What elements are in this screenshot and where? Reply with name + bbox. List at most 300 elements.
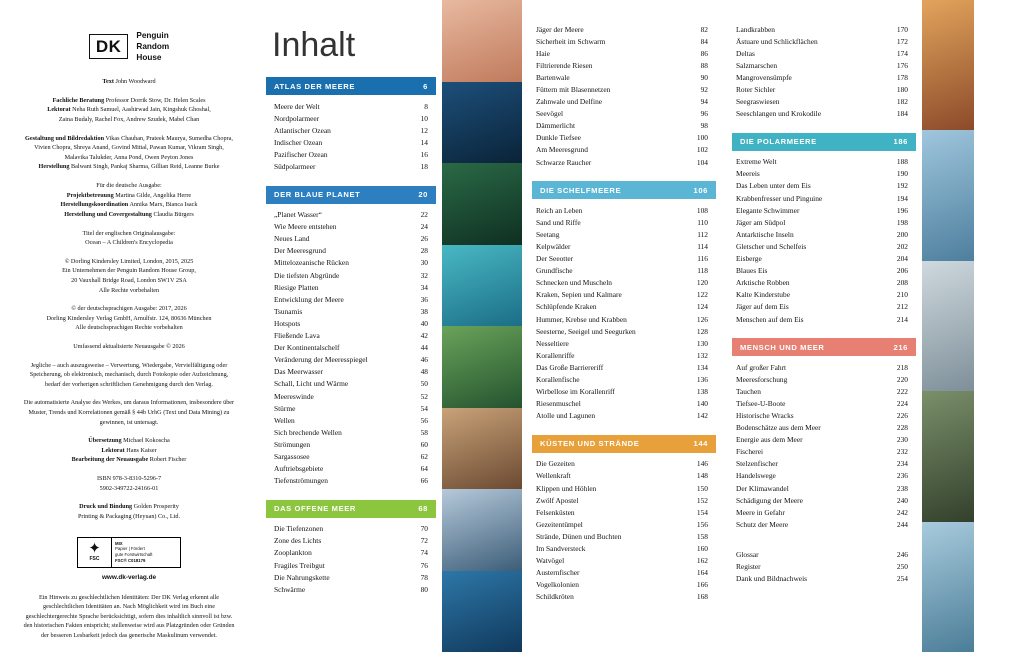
- toc-entry[interactable]: [728, 446, 916, 458]
- toc-entry[interactable]: [528, 482, 716, 494]
- toc-entry[interactable]: [728, 71, 916, 83]
- toc-entry-title: Hotspots: [274, 318, 301, 328]
- open-ocean-photo: [442, 571, 522, 652]
- toc-entry[interactable]: [266, 305, 436, 317]
- toc-entry-title: Fischerei: [736, 447, 764, 457]
- toc-entry[interactable]: [728, 59, 916, 71]
- toc-entry-title: Bodenschätze aus dem Meer: [736, 423, 821, 433]
- sunset-sea-photo: [922, 0, 974, 130]
- section-header-offene-meer[interactable]: [266, 500, 436, 518]
- toc-entry[interactable]: [728, 409, 916, 421]
- toc-entry[interactable]: [728, 518, 916, 530]
- dk-logo-mark: DK: [89, 34, 129, 59]
- toc-entry[interactable]: [728, 385, 916, 397]
- toc-entry-title: Stürme: [274, 403, 296, 413]
- toc-entry[interactable]: [528, 289, 716, 301]
- toc-entry[interactable]: [266, 366, 436, 378]
- toc-entry-title: Korallenfische: [536, 374, 580, 384]
- toc-entry[interactable]: [728, 23, 916, 35]
- toc-entry[interactable]: [266, 463, 436, 475]
- toc-entry[interactable]: [266, 583, 436, 595]
- toc-entry-title: Schildkröten: [536, 592, 574, 602]
- wind-turbine-photo: [922, 130, 974, 260]
- toc-entry-page: 230: [896, 435, 908, 445]
- toc-entry-title: Kelpwälder: [536, 241, 571, 251]
- section-page: 186: [893, 137, 908, 147]
- toc-entry-page: 198: [896, 217, 908, 227]
- toc-entry-page: 176: [896, 60, 908, 70]
- toc-entry[interactable]: [528, 204, 716, 216]
- toc-entry-page: 46: [420, 355, 428, 365]
- toc-entry-title: Riesenmuschel: [536, 399, 581, 409]
- toc-entry-title: Energie aus dem Meer: [736, 435, 803, 445]
- toc-entry[interactable]: [266, 402, 436, 414]
- toc-entry-page: 136: [696, 374, 708, 384]
- toc-entry-title: Dank und Bildnachweis: [736, 574, 808, 584]
- toc-entry-title: Mittelozeanische Rücken: [274, 258, 349, 268]
- seagrass-photo: [442, 326, 522, 408]
- toc-entry[interactable]: [528, 120, 716, 132]
- toc-entry-page: 58: [420, 427, 428, 437]
- toc-entry-page: 76: [420, 560, 428, 570]
- toc-entry-page: 182: [896, 97, 908, 107]
- toc-entry[interactable]: [728, 47, 916, 59]
- section-header-kuesten[interactable]: [532, 435, 716, 453]
- toc-entry-title: Ästuare und Schlickflächen: [736, 36, 818, 46]
- toc-entry[interactable]: [528, 470, 716, 482]
- toc-entry[interactable]: [528, 494, 716, 506]
- toc-entry[interactable]: [528, 47, 716, 59]
- toc-entry-title: Schlüpfende Kraken: [536, 302, 597, 312]
- toc-entry-title: Der Klimawandel: [736, 483, 789, 493]
- toc-entry-title: Fließende Lava: [274, 331, 320, 341]
- imprint-line: © der deutschsprachigen Ausgabe: 2017, 2026 Dorling Kindersley Verlag GmbH, Arnulfstr. 124, 80636 München Alle deutschsprachigen Rechte vorbehalten: [46, 305, 212, 332]
- toc-entry[interactable]: [266, 233, 436, 245]
- toc-entry[interactable]: [528, 156, 716, 168]
- toc-entry[interactable]: [528, 216, 716, 228]
- toc-entry[interactable]: [728, 192, 916, 204]
- toc-entry-title: Seesterne, Seeigel und Seegurken: [536, 326, 636, 336]
- toc-entry-title: Die Tiefenzonen: [274, 524, 324, 534]
- spacer: [256, 173, 442, 186]
- toc-entry[interactable]: [266, 571, 436, 583]
- toc-entry-page: 158: [696, 531, 708, 541]
- publisher-logo: [89, 30, 169, 63]
- toc-entry[interactable]: [728, 313, 916, 325]
- toc-entry[interactable]: [528, 373, 716, 385]
- toc-entry-title: Tiefenströmungen: [274, 476, 328, 486]
- toc-entry-page: 12: [420, 125, 428, 135]
- toc-entry-page: 42: [420, 331, 428, 341]
- toc-entry-page: 112: [697, 229, 708, 239]
- toc-entry[interactable]: [728, 560, 916, 572]
- ice-floe-photo: [922, 522, 974, 652]
- toc-entry-title: Veränderung der Meeresspiegel: [274, 355, 368, 365]
- toc-entry[interactable]: [266, 209, 436, 221]
- spacer: [522, 422, 722, 435]
- toc-entry-list: [266, 523, 436, 596]
- toc-entry[interactable]: [266, 148, 436, 160]
- publisher-website[interactable]: www.dk-verlag.de: [101, 573, 157, 581]
- toc-entry-title: Schwarze Raucher: [536, 157, 592, 167]
- kelp-forest-photo: [442, 163, 522, 245]
- toc-entry-page: 164: [696, 568, 708, 578]
- toc-entry-page: 36: [420, 294, 428, 304]
- toc-entry-page: 200: [896, 229, 908, 239]
- toc-entry-page: 66: [420, 476, 428, 486]
- toc-entry-title: Der Kontinentalschelf: [274, 343, 340, 353]
- toc-entry-page: 110: [697, 217, 708, 227]
- toc-entry[interactable]: [528, 83, 716, 95]
- toc-entry[interactable]: [728, 548, 916, 560]
- toc-entry[interactable]: [528, 265, 716, 277]
- toc-entry-page: 220: [896, 374, 908, 384]
- toc-entry-title: Jäger auf dem Eis: [736, 302, 789, 312]
- toc-entry[interactable]: [528, 35, 716, 47]
- toc-entry[interactable]: [728, 397, 916, 409]
- toc-entry[interactable]: [266, 390, 436, 402]
- toc-entry[interactable]: [266, 450, 436, 462]
- section-header-polarmeere[interactable]: [732, 133, 916, 151]
- toc-entry-title: Füttern mit Blasennetzen: [536, 85, 611, 95]
- toc-entry-page: 246: [896, 549, 908, 559]
- section-label: KÜSTEN UND STRÄNDE: [540, 439, 640, 449]
- spacer: [522, 168, 722, 181]
- toc-entry-page: 100: [696, 133, 708, 143]
- toc-entry-page: 194: [896, 193, 908, 203]
- toc-entry-page: 38: [420, 306, 428, 316]
- toc-entry[interactable]: [528, 313, 716, 325]
- toc-entry[interactable]: [728, 373, 916, 385]
- coral-reef-photo: [442, 0, 522, 82]
- toc-entry[interactable]: [266, 257, 436, 269]
- toc-entry-page: 168: [696, 592, 708, 602]
- toc-entry[interactable]: [728, 35, 916, 47]
- toc-entry-title: Wirbellose im Korallenriff: [536, 387, 615, 397]
- toc-entry-page: 170: [896, 24, 908, 34]
- toc-entry-page: 184: [896, 109, 908, 119]
- toc-entry-page: 218: [896, 362, 908, 372]
- toc-entry[interactable]: [728, 482, 916, 494]
- toc-entry-list: [728, 23, 916, 120]
- toc-entry[interactable]: [266, 112, 436, 124]
- section-label: DER BLAUE PLANET: [274, 190, 361, 200]
- toc-entry-title: Handelswege: [736, 471, 776, 481]
- toc-entry-title: Bartenwale: [536, 72, 570, 82]
- toc-entry[interactable]: [266, 475, 436, 487]
- section-header-atlas[interactable]: [266, 77, 436, 95]
- toc-entry-page: 142: [696, 411, 708, 421]
- toc-entry-page: 190: [896, 169, 908, 179]
- toc-entry[interactable]: [728, 573, 916, 585]
- toc-entry-title: Strände, Dünen und Buchten: [536, 531, 622, 541]
- toc-entry[interactable]: [266, 160, 436, 172]
- toc-entry[interactable]: [528, 240, 716, 252]
- toc-entry[interactable]: [728, 265, 916, 277]
- toc-entry[interactable]: [528, 458, 716, 470]
- toc-entry-page: 254: [896, 574, 908, 584]
- toc-entry[interactable]: [728, 422, 916, 434]
- toc-entry[interactable]: [266, 281, 436, 293]
- toc-entry-page: 152: [696, 495, 708, 505]
- toc-entry-title: Wellen: [274, 415, 295, 425]
- toc-entry-title: Mangrovensümpfe: [736, 72, 792, 82]
- toc-entry-page: 174: [896, 48, 908, 58]
- imprint-line: Jegliche – auch auszugsweise – Verwertung, Wiedergabe, Vervielfältigung oder Speicherung, ob elektronisch, mechanisch, durch Fotokopie oder Aufzeichnung, bedarf der vorherigen schriftlichen Genehmigung durch den Verlag.: [29, 361, 229, 388]
- isbn-line: ISBN 978-3-8310-5296-7 5902-349722-24166-01: [96, 475, 162, 492]
- toc-entry[interactable]: [528, 567, 716, 579]
- toc-entry[interactable]: [266, 426, 436, 438]
- toc-entry-page: 48: [420, 367, 428, 377]
- toc-entry-page: 40: [420, 318, 428, 328]
- toc-entry[interactable]: [728, 277, 916, 289]
- toc-entry-title: Das Leben unter dem Eis: [736, 181, 811, 191]
- toc-entry-list: [528, 458, 716, 603]
- toc-entry-title: Korallenriffe: [536, 350, 575, 360]
- toc-entry-page: 154: [696, 507, 708, 517]
- toc-entry-title: Register: [736, 562, 761, 572]
- toc-entry[interactable]: [728, 216, 916, 228]
- toc-entry[interactable]: [528, 325, 716, 337]
- toc-entry[interactable]: [528, 555, 716, 567]
- toc-entry-page: 228: [896, 423, 908, 433]
- toc-entry[interactable]: [728, 168, 916, 180]
- toc-entry-title: Jäger der Meere: [536, 24, 584, 34]
- toc-entry-page: 236: [896, 471, 908, 481]
- toc-entry[interactable]: [266, 547, 436, 559]
- toc-entry[interactable]: [528, 398, 716, 410]
- toc-entry[interactable]: [528, 59, 716, 71]
- toc-entry-page: 250: [896, 562, 908, 572]
- toc-entry[interactable]: [266, 378, 436, 390]
- publisher-name: Penguin Random House: [136, 31, 170, 63]
- toc-entry-title: Salzmarschen: [736, 60, 778, 70]
- toc-entry-page: 44: [420, 343, 428, 353]
- toc-column-3: [722, 0, 922, 652]
- section-page: 144: [693, 439, 708, 449]
- toc-entry-page: 222: [896, 386, 908, 396]
- toc-entry-list: [728, 156, 916, 325]
- toc-entry-title: Am Meeresgrund: [536, 145, 588, 155]
- toc-entry-title: Watvögel: [536, 556, 565, 566]
- toc-entry-title: Haie: [536, 48, 550, 58]
- toc-entry[interactable]: [728, 204, 916, 216]
- toc-entry[interactable]: [528, 361, 716, 373]
- toc-entry-page: 134: [696, 362, 708, 372]
- toc-entry[interactable]: [266, 330, 436, 342]
- toc-entry-title: Wie Meere entstehen: [274, 222, 337, 232]
- spacer: [722, 120, 922, 133]
- toc-entry-page: 34: [420, 282, 428, 292]
- toc-entry-page: 22: [420, 210, 428, 220]
- toc-entry-page: 82: [700, 24, 708, 34]
- toc-entry[interactable]: [528, 23, 716, 35]
- toc-entry[interactable]: [728, 301, 916, 313]
- jellyfish-photo: [442, 489, 522, 571]
- toc-entry-title: Der Seeotter: [536, 254, 574, 264]
- toc-entry[interactable]: [528, 542, 716, 554]
- toc-entry-page: 50: [420, 379, 428, 389]
- toc-entry-page: 234: [896, 459, 908, 469]
- toc-entry[interactable]: [528, 96, 716, 108]
- toc-entry[interactable]: [728, 458, 916, 470]
- toc-entry[interactable]: [528, 337, 716, 349]
- toc-entry[interactable]: [528, 301, 716, 313]
- toc-entry-title: Filtrierende Riesen: [536, 60, 593, 70]
- toc-entry[interactable]: [266, 245, 436, 257]
- toc-entry-title: Meere der Welt: [274, 101, 320, 111]
- toc-entry-page: 180: [896, 85, 908, 95]
- toc-entry[interactable]: [528, 591, 716, 603]
- toc-entry-title: Menschen auf dem Eis: [736, 314, 804, 324]
- toc-entry[interactable]: [266, 535, 436, 547]
- toc-entry[interactable]: [528, 253, 716, 265]
- toc-entry-title: Wellenkraft: [536, 471, 571, 481]
- toc-entry-title: Gletscher und Schelfeis: [736, 241, 807, 251]
- toc-entry-page: 54: [420, 403, 428, 413]
- toc-entry-title: Roter Sichler: [736, 85, 776, 95]
- toc-entry[interactable]: [266, 136, 436, 148]
- toc-entry-page: 212: [896, 302, 908, 312]
- toc-entry[interactable]: [528, 349, 716, 361]
- toc-entry[interactable]: [528, 410, 716, 422]
- toc-entry-page: 118: [697, 266, 708, 276]
- toc-entry[interactable]: [266, 100, 436, 112]
- toc-entry-page: 208: [896, 278, 908, 288]
- toc-entry[interactable]: [728, 506, 916, 518]
- toc-entry[interactable]: [266, 414, 436, 426]
- toc-entry[interactable]: [728, 96, 916, 108]
- photo-strip-right: [922, 0, 974, 652]
- toc-entry-page: 116: [697, 254, 708, 264]
- toc-entry[interactable]: [266, 124, 436, 136]
- toc-entry[interactable]: [728, 156, 916, 168]
- toc-entry[interactable]: [728, 494, 916, 506]
- toc-entry-page: 146: [696, 459, 708, 469]
- toc-entry-title: Vogelkolonien: [536, 580, 579, 590]
- toc-entry-list: [528, 23, 716, 168]
- toc-entry-page: 80: [420, 584, 428, 594]
- toc-entry-page: 104: [696, 157, 708, 167]
- toc-entry-title: Austernfischer: [536, 568, 580, 578]
- toc-entry-title: Schwärme: [274, 584, 306, 594]
- toc-entry-page: 86: [700, 48, 708, 58]
- toc-entry-title: Reich an Leben: [536, 205, 583, 215]
- toc-entry[interactable]: [528, 71, 716, 83]
- toc-entry-page: 70: [420, 524, 428, 534]
- toc-entry[interactable]: [728, 108, 916, 120]
- toc-entry[interactable]: [728, 289, 916, 301]
- toc-entry-title: Antarktische Inseln: [736, 229, 794, 239]
- toc-entry-title: Hummer, Krebse und Krabben: [536, 314, 627, 324]
- toc-entry[interactable]: [528, 144, 716, 156]
- toc-entry-page: 162: [696, 556, 708, 566]
- toc-entry[interactable]: [266, 438, 436, 450]
- section-page: 20: [418, 190, 428, 200]
- toc-entry-page: 108: [696, 205, 708, 215]
- toc-entry-page: 172: [896, 36, 908, 46]
- toc-entry[interactable]: [266, 354, 436, 366]
- toc-entry-page: 156: [696, 519, 708, 529]
- imprint-column: [0, 0, 256, 652]
- section-page: 216: [893, 342, 908, 352]
- section-header-schelfmeere[interactable]: [532, 181, 716, 199]
- toc-entry-title: Zahnwale und Delfine: [536, 97, 603, 107]
- toc-entry-page: 24: [420, 222, 428, 232]
- section-header-mensch-meer[interactable]: [732, 338, 916, 356]
- turquoise-lagoon-photo: [442, 245, 522, 327]
- toc-entry-title: Elegante Schwimmer: [736, 205, 800, 215]
- section-label: DIE SCHELFMEERE: [540, 185, 622, 195]
- toc-entry-page: 232: [896, 447, 908, 457]
- toc-entry[interactable]: [528, 132, 716, 144]
- toc-entry[interactable]: [528, 579, 716, 591]
- toc-entry-title: Stelzenfischer: [736, 459, 778, 469]
- toc-entry[interactable]: [528, 386, 716, 398]
- section-page: 68: [418, 504, 428, 514]
- toc-entry-title: Grundfische: [536, 266, 573, 276]
- toc-entry[interactable]: [266, 342, 436, 354]
- coastal-cliff-photo: [442, 408, 522, 490]
- toc-entry-title: Sand und Riffe: [536, 217, 581, 227]
- toc-entry[interactable]: [528, 530, 716, 542]
- toc-entry-page: 16: [420, 149, 428, 159]
- section-header-blauer-planet[interactable]: [266, 186, 436, 204]
- toc-entry[interactable]: [528, 518, 716, 530]
- toc-entry-title: Krabbenfresser und Pinguine: [736, 193, 823, 203]
- toc-entry[interactable]: [266, 221, 436, 233]
- toc-entry[interactable]: [728, 470, 916, 482]
- toc-entry-title: Nordpolarmeer: [274, 113, 320, 123]
- photo-strip-left: [442, 0, 522, 652]
- toc-entry-title: Das Große Barriereriff: [536, 362, 604, 372]
- toc-entry-title: Dunkle Tiefsee: [536, 133, 581, 143]
- toc-entry[interactable]: [528, 108, 716, 120]
- toc-entry[interactable]: [728, 253, 916, 265]
- toc-entry[interactable]: [728, 240, 916, 252]
- toc-entry-page: 188: [896, 157, 908, 167]
- toc-entry[interactable]: [728, 83, 916, 95]
- toc-entry-title: Seevögel: [536, 109, 564, 119]
- toc-entry[interactable]: [528, 506, 716, 518]
- toc-entry-title: Tiefsee-U-Boote: [736, 398, 786, 408]
- toc-entry[interactable]: [266, 269, 436, 281]
- toc-entry-title: Auf großer Fahrt: [736, 362, 787, 372]
- spacer: [256, 487, 442, 500]
- toc-entry-page: 148: [696, 471, 708, 481]
- toc-entry[interactable]: [528, 277, 716, 289]
- toc-entry-title: Jäger am Südpol: [736, 217, 786, 227]
- toc-entry[interactable]: [528, 228, 716, 240]
- toc-entry[interactable]: [728, 180, 916, 192]
- toc-entry[interactable]: [266, 559, 436, 571]
- toc-entry[interactable]: [728, 228, 916, 240]
- toc-entry-page: 84: [700, 36, 708, 46]
- toc-entry[interactable]: [266, 523, 436, 535]
- toc-entry-page: 72: [420, 536, 428, 546]
- imprint-line: Die automatisierte Analyse des Werkes, um daraus Informationen, insbesondere über Muster, Trends und Korrelationen gemäß § 44b UrhG (Text und Data Mining) zu gewinnen, ist untersagt.: [23, 399, 235, 426]
- toc-entry[interactable]: [728, 361, 916, 373]
- toc-entry-page: 138: [696, 387, 708, 397]
- fsc-logo: [77, 537, 181, 568]
- toc-entry-title: Pazifischer Ozean: [274, 149, 328, 159]
- toc-entry[interactable]: [266, 317, 436, 329]
- toc-entry[interactable]: [266, 293, 436, 305]
- toc-entry[interactable]: [728, 434, 916, 446]
- gender-note: Ein Hinweis zu geschlechtlichen Identitäten: Der DK Verlag erkennt alle geschlechtlichen Identitäten an. Nach Möglichkeit wird im Buch eine geschlechtergerechte Sprache berücksichtigt, sofern dies inhaltlich sinnvoll ist bzw. den historischen Fakten entspricht; stellenweise wird aus Platzgründen oder Gründen der besseren Lesbarkeit jedoch das generische Maskulinum verwendet.: [23, 593, 235, 640]
- deep-sea-blue-photo: [442, 82, 522, 164]
- spacer: [722, 325, 922, 338]
